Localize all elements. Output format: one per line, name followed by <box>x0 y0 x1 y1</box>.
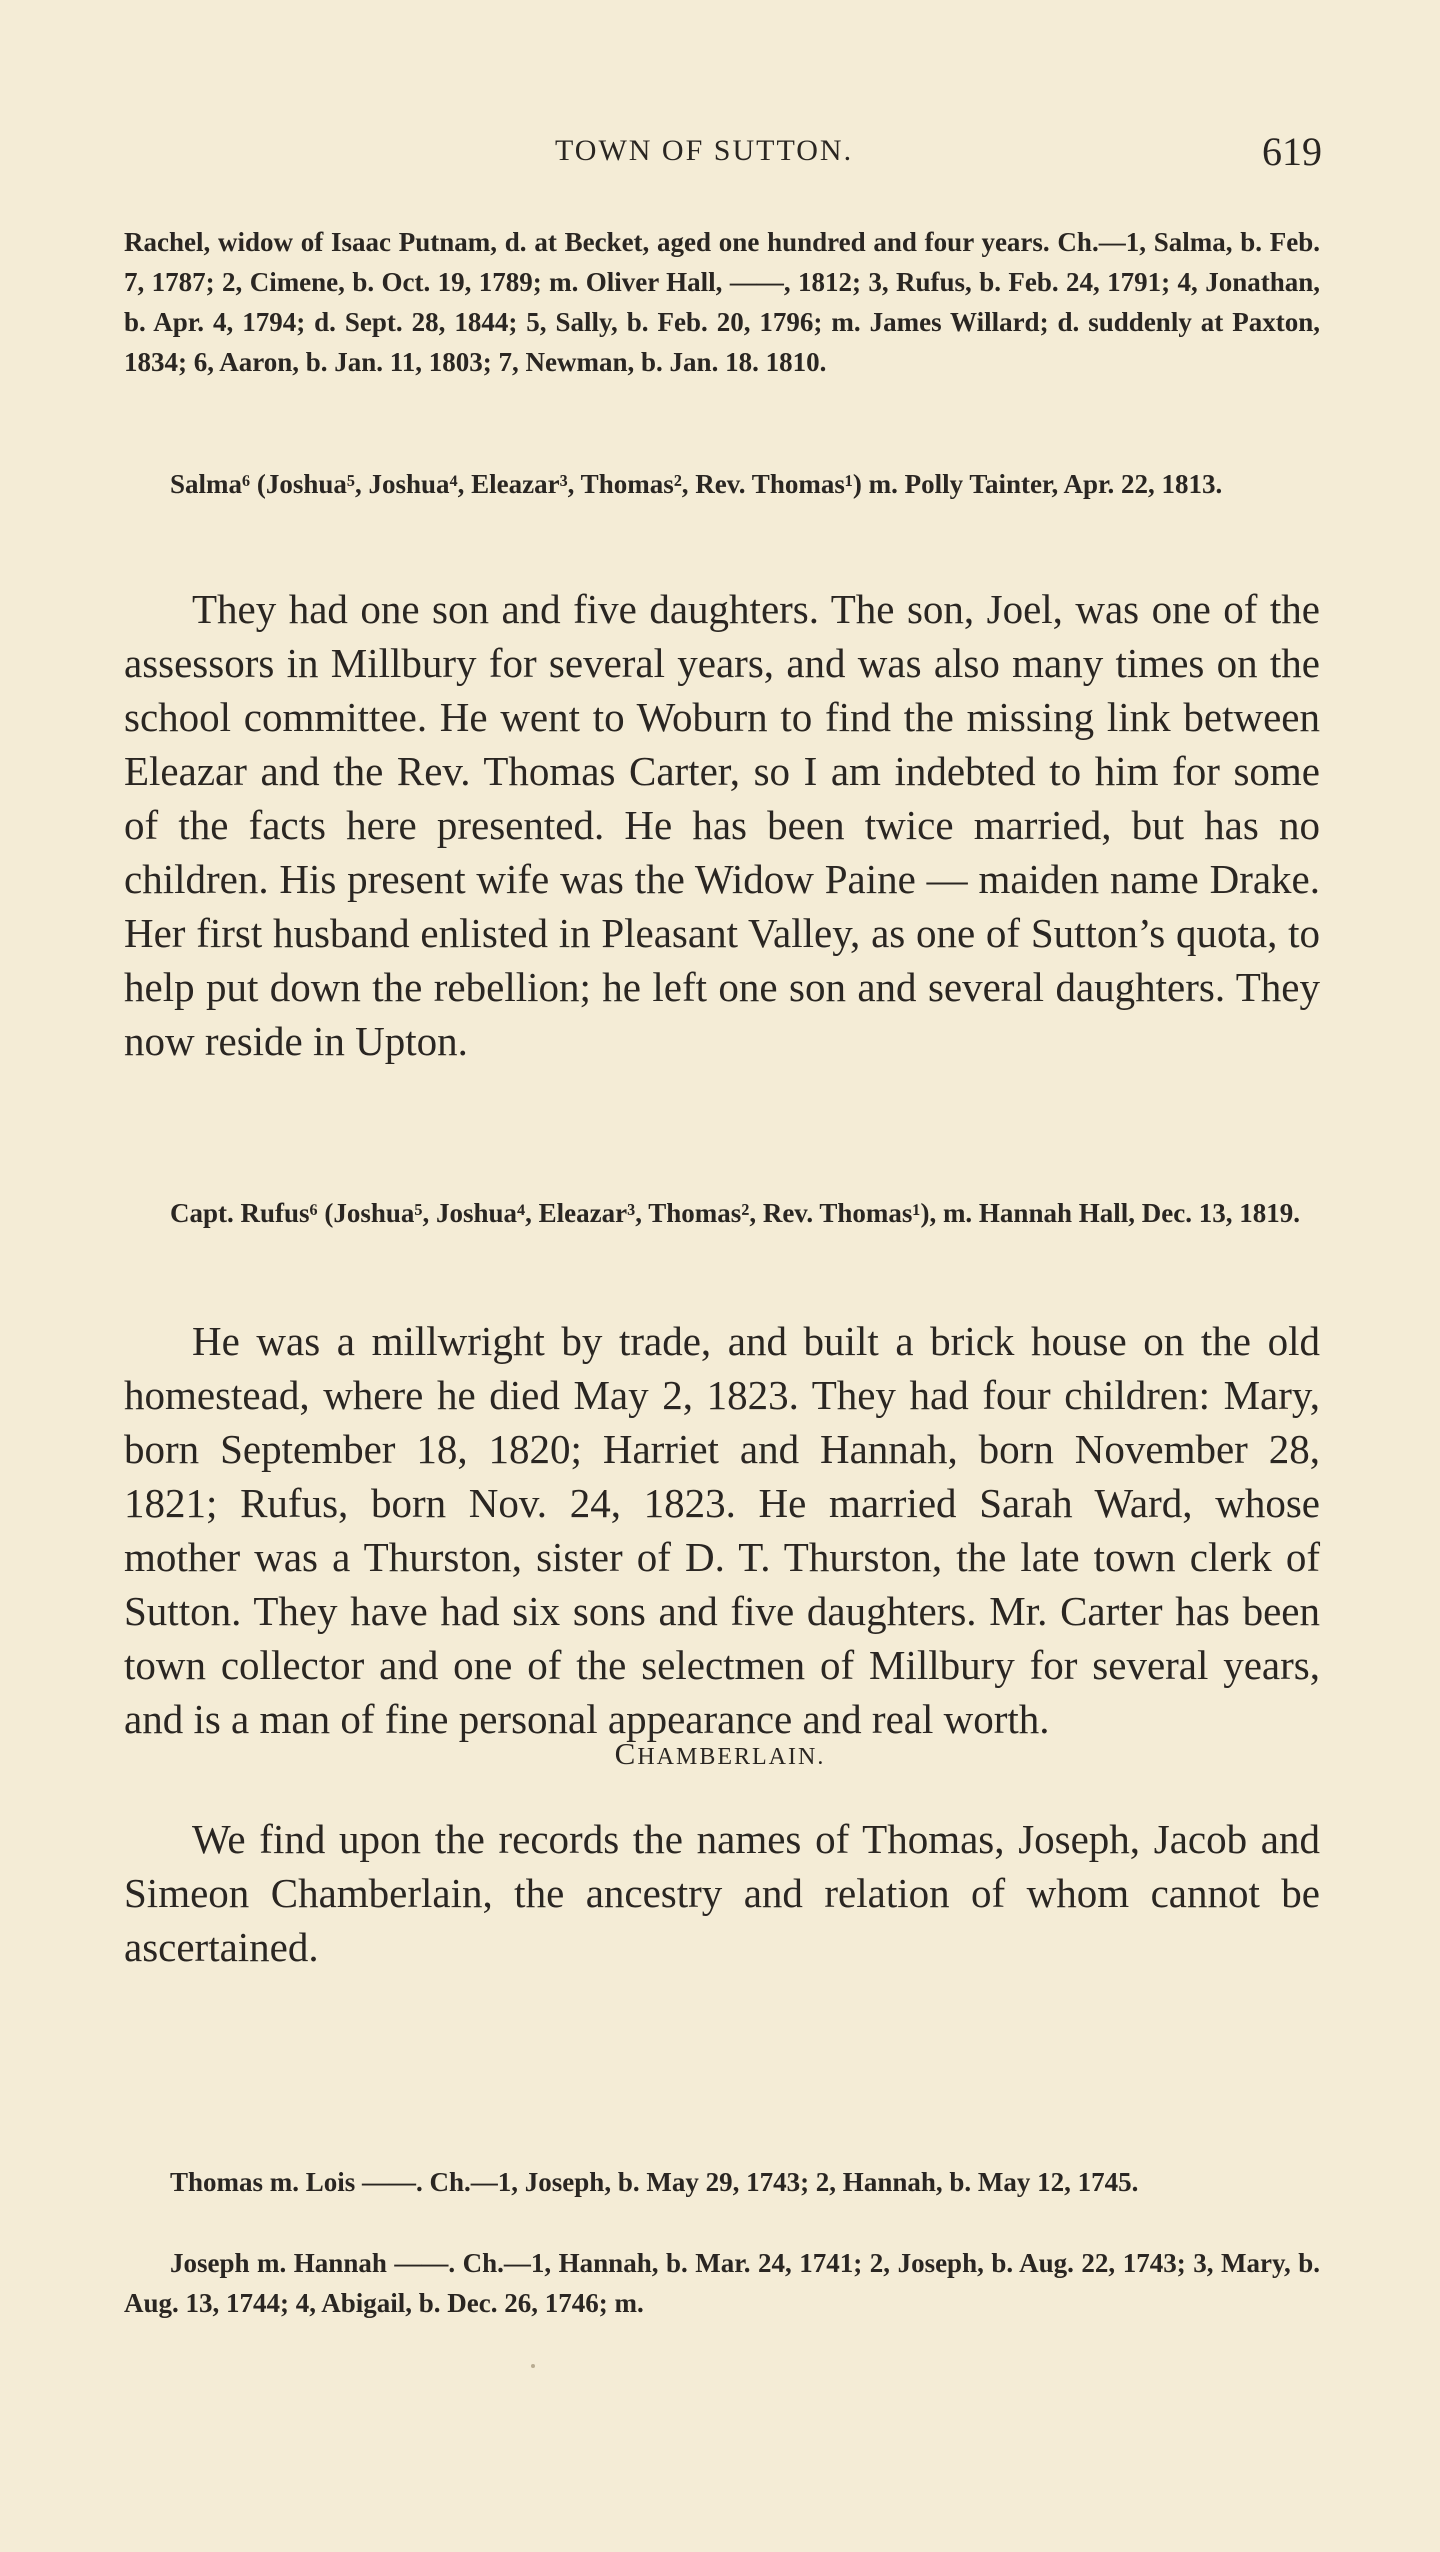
paper-speck <box>531 2364 535 2368</box>
running-head <box>0 128 1440 178</box>
page-number: 619 <box>1262 129 1322 174</box>
body-paragraph-joel: They had one son and five daughters. The son, Joel, was one of the assessors in Millbury for several years, and was also many times on the school committee. He went to Woburn to find the missing link between Eleazar and the Rev. Thomas Carter, so I am indebted to him for some of the facts here presented. He has been twice married, but has no children. His present wife was the Widow Paine — maiden name Drake. Her first husband enlisted in Pleasant Valley, as one of Sutton’s quota, to help put down the rebellion; he left one son and several daughters. They now reside in Upton. <box>124 586 1320 1064</box>
section-heading-chamberlain <box>0 1736 1440 1772</box>
genealogy-entry-thomas: Thomas m. Lois ——. Ch.—1, Joseph, b. May 29, 1743; 2, Hannah, b. May 12, 1745. <box>170 2167 1139 2197</box>
heading-rest: HAMBERLAIN. <box>637 1744 826 1770</box>
running-title: TOWN OF SUTTON. <box>555 134 854 167</box>
genealogy-entry-rufus: Capt. Rufus⁶ (Joshua⁵, Joshua⁴, Eleazar³, Thomas², Rev. Thomas¹), m. Hannah Hall, Dec. 13, 1819. <box>170 1198 1300 1228</box>
body-paragraph-millwright: He was a millwright by trade, and built a brick house on the old homestead, where he died May 2, 1823. They had four children: Mary, born September 18, 1820; Harriet and Hannah, born November 28, 1821; Rufus, born Nov. 24, 1823. He married Sarah Ward, whose mother was a Thurston, sister of D. T. Thurston, the late town clerk of Sutton. They have had six sons and five daughters. Mr. Carter has been town collector and one of the selectmen of Millbury for several years, and is a man of fine personal appearance and real worth. <box>124 1318 1320 1742</box>
genealogy-entry-joseph: Joseph m. Hannah ——. Ch.—1, Hannah, b. Mar. 24, 1741; 2, Joseph, b. Aug. 22, 1743; 3, Mary, b. Aug. 13, 1744; 4, Abigail, b. Dec. 26, 1746; m. <box>124 2248 1320 2318</box>
genealogy-entry-salma: Salma⁶ (Joshua⁵, Joshua⁴, Eleazar³, Thomas², Rev. Thomas¹) m. Polly Tainter, Apr. 22, 1813. <box>170 469 1223 499</box>
genealogy-paragraph-rachel: Rachel, widow of Isaac Putnam, d. at Becket, aged one hundred and four years. Ch.—1, Salma, b. Feb. 7, 1787; 2, Cimene, b. Oct. 19, 1789; m. Oliver Hall, ——, 1812; 3, Rufus, b. Feb. 24, 1791; 4, Jonathan, b. Apr. 4, 1794; d. Sept. 28, 1844; 5, Sally, b. Feb. 20, 1796; m. James Willard; d. suddenly at Paxton, 1834; 6, Aaron, b. Jan. 11, 1803; 7, Newman, b. Jan. 18. 1810. <box>124 227 1320 377</box>
heading-initial: C <box>614 1736 638 1771</box>
body-paragraph-chamberlain: We find upon the records the names of Thomas, Joseph, Jacob and Simeon Chamberlain, the ancestry and relation of whom cannot be ascertained. <box>124 1816 1320 1970</box>
